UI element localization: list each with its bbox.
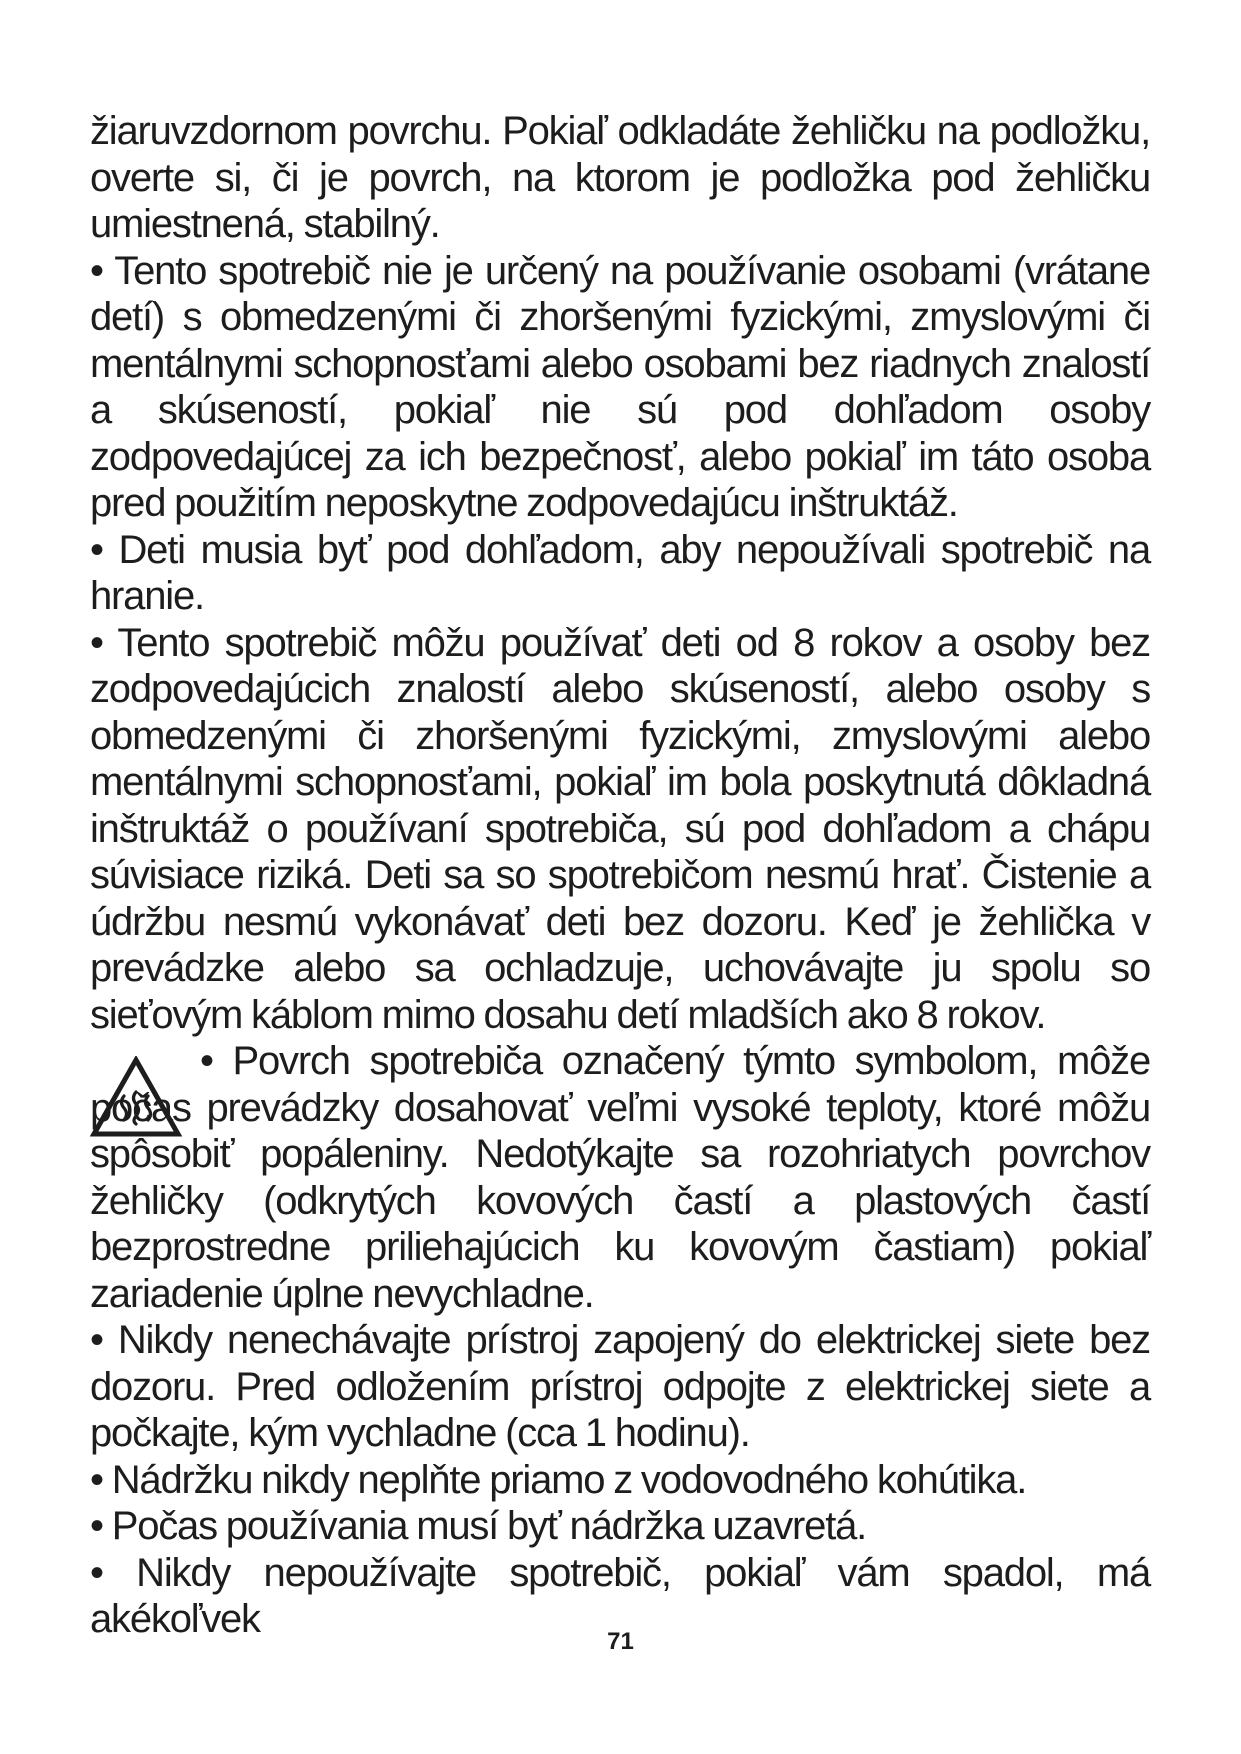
paragraph-restricted-persons: • Tento spotrebič nie je určený na používanie osobami (vrátane detí) s obmedzenými či zhoršenými fyzickými, zmyslovými či mentálnymi schopnosťami alebo osobami bez riadnych znalostí a skúseností, pokiaľ nie sú pod dohľadom osoby zodpovedajúcej za ich bezpečnosť, alebo pokiaľ im táto osoba pred použitím neposkytne zodpovedajúcu inštruktáž. (90, 248, 1150, 525)
paragraph-surface-stability: žiaruvzdornom povrchu. Pokiaľ odkladáte žehličku na podložku, overte si, či je povrch, na ktorom je podložka pod žehličku umiestnená, stabilný. (90, 109, 1150, 246)
hot-surface-warning-text: • Povrch spotrebiča označený týmto symbolom, môže počas prevádzky dosahovať veľmi vysoké teploty, ktoré môžu spôsobiť popáleniny. Nedotýkajte sa rozohriatych povrchov žehličky (odkrytých kovových častí a plastových častí bezprostredne priliehajúcich ku kovovým častiam) pokiaľ zariadenie úplne nevychladne. (90, 1039, 1150, 1316)
paragraph-dropped-appliance: • Nikdy nepoužívajte spotrebič, pokiaľ vám spadol, má akékoľvek (90, 1550, 1150, 1641)
paragraph-tank-closed: • Počas používania musí byť nádržka uzavretá. (90, 1504, 867, 1548)
paragraph-tank-tap: • Nádržku nikdy neplňte priamo z vodovodného kohútika. (90, 1457, 1027, 1502)
paragraph-children-supervision: • Deti musia byť pod dohľadom, aby nepoužívali spotrebič na hranie. (90, 527, 1150, 618)
hot-surface-warning-block (90, 1038, 1150, 1317)
page-number: 71 (607, 1628, 634, 1655)
paragraph-children-age-8: • Tento spotrebič môžu používať deti od 8 rokov a osoby bez zodpovedajúcich znalostí alebo skúseností, alebo osoby s obmedzenými či zhoršenými fyzickými, zmyslovými alebo mentálnymi schopnosťami, pokiaľ im bola poskytnutá dôkladná inštruktáž o používaní spotrebiča, sú pod dohľadom a chápu súvisiace riziká. Deti sa so spotrebičom nesmú hrať. Čistenie a údržbu nesmú vykonávať deti bez dozoru. Keď je žehlička v prevádzke alebo sa ochladzuje, uchovávajte ju spolu so sieťovým káblom mimo dosahu detí mladších ako 8 rokov. (90, 620, 1150, 1037)
hot-surface-warning-icon (90, 1056, 182, 1138)
body-text (90, 108, 1150, 1643)
paragraph-unattended: • Nikdy nenechávajte prístroj zapojený do elektrickej siete bez dozoru. Pred odložením prístroj odpojte z elektrickej siete a počkajte, kým vychladne (cca 1 hodinu). (90, 1318, 1150, 1455)
